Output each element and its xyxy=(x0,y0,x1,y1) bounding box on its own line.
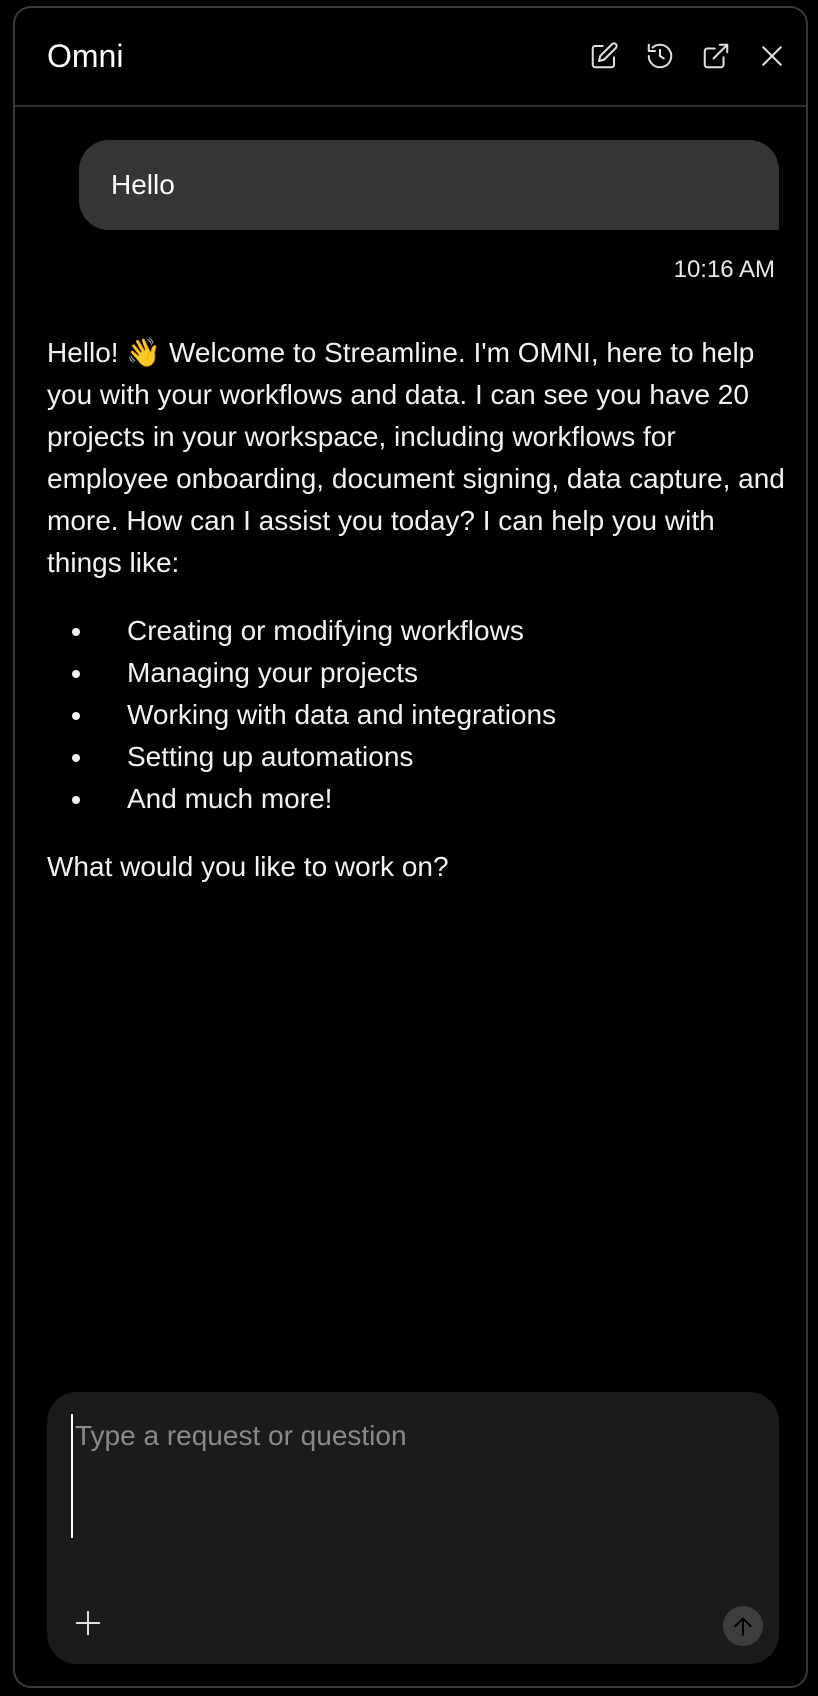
message-input[interactable] xyxy=(71,1414,757,1538)
attach-button[interactable] xyxy=(69,1604,107,1642)
chat-panel xyxy=(13,6,808,1688)
arrow-up-icon xyxy=(730,1613,756,1639)
edit-icon[interactable] xyxy=(584,36,624,76)
assistant-message xyxy=(47,332,787,888)
list-item: • Managing your projects xyxy=(95,652,787,694)
close-icon[interactable] xyxy=(752,36,792,76)
header-actions xyxy=(584,36,792,76)
list-item: • Setting up automations xyxy=(95,736,787,778)
panel-title: Omni xyxy=(47,38,124,74)
user-message-text: Hello xyxy=(111,169,175,200)
assistant-list xyxy=(47,610,787,820)
assistant-closing: What would you like to work on? xyxy=(47,851,449,882)
open-external-icon[interactable] xyxy=(696,36,736,76)
plus-icon xyxy=(73,1608,103,1638)
history-icon[interactable] xyxy=(640,36,680,76)
list-item: • Creating or modifying workflows xyxy=(95,610,787,652)
message-timestamp: 10:16 AM xyxy=(673,256,775,283)
user-message-bubble xyxy=(79,140,779,230)
list-item: • And much more! xyxy=(95,778,787,820)
list-item: • Working with data and integrations xyxy=(95,694,787,736)
message-composer xyxy=(47,1392,779,1664)
assistant-intro: Hello! 👋 Welcome to Streamline. I'm OMNI, here to help you with your workflows and data. I can see you have 20 projects in your workspace, including workflows for employee onboarding, document signing, data capture, and more. How can I assist you today? I can help you with things like: xyxy=(47,337,785,578)
panel-header xyxy=(15,8,806,107)
send-button[interactable] xyxy=(723,1606,763,1646)
